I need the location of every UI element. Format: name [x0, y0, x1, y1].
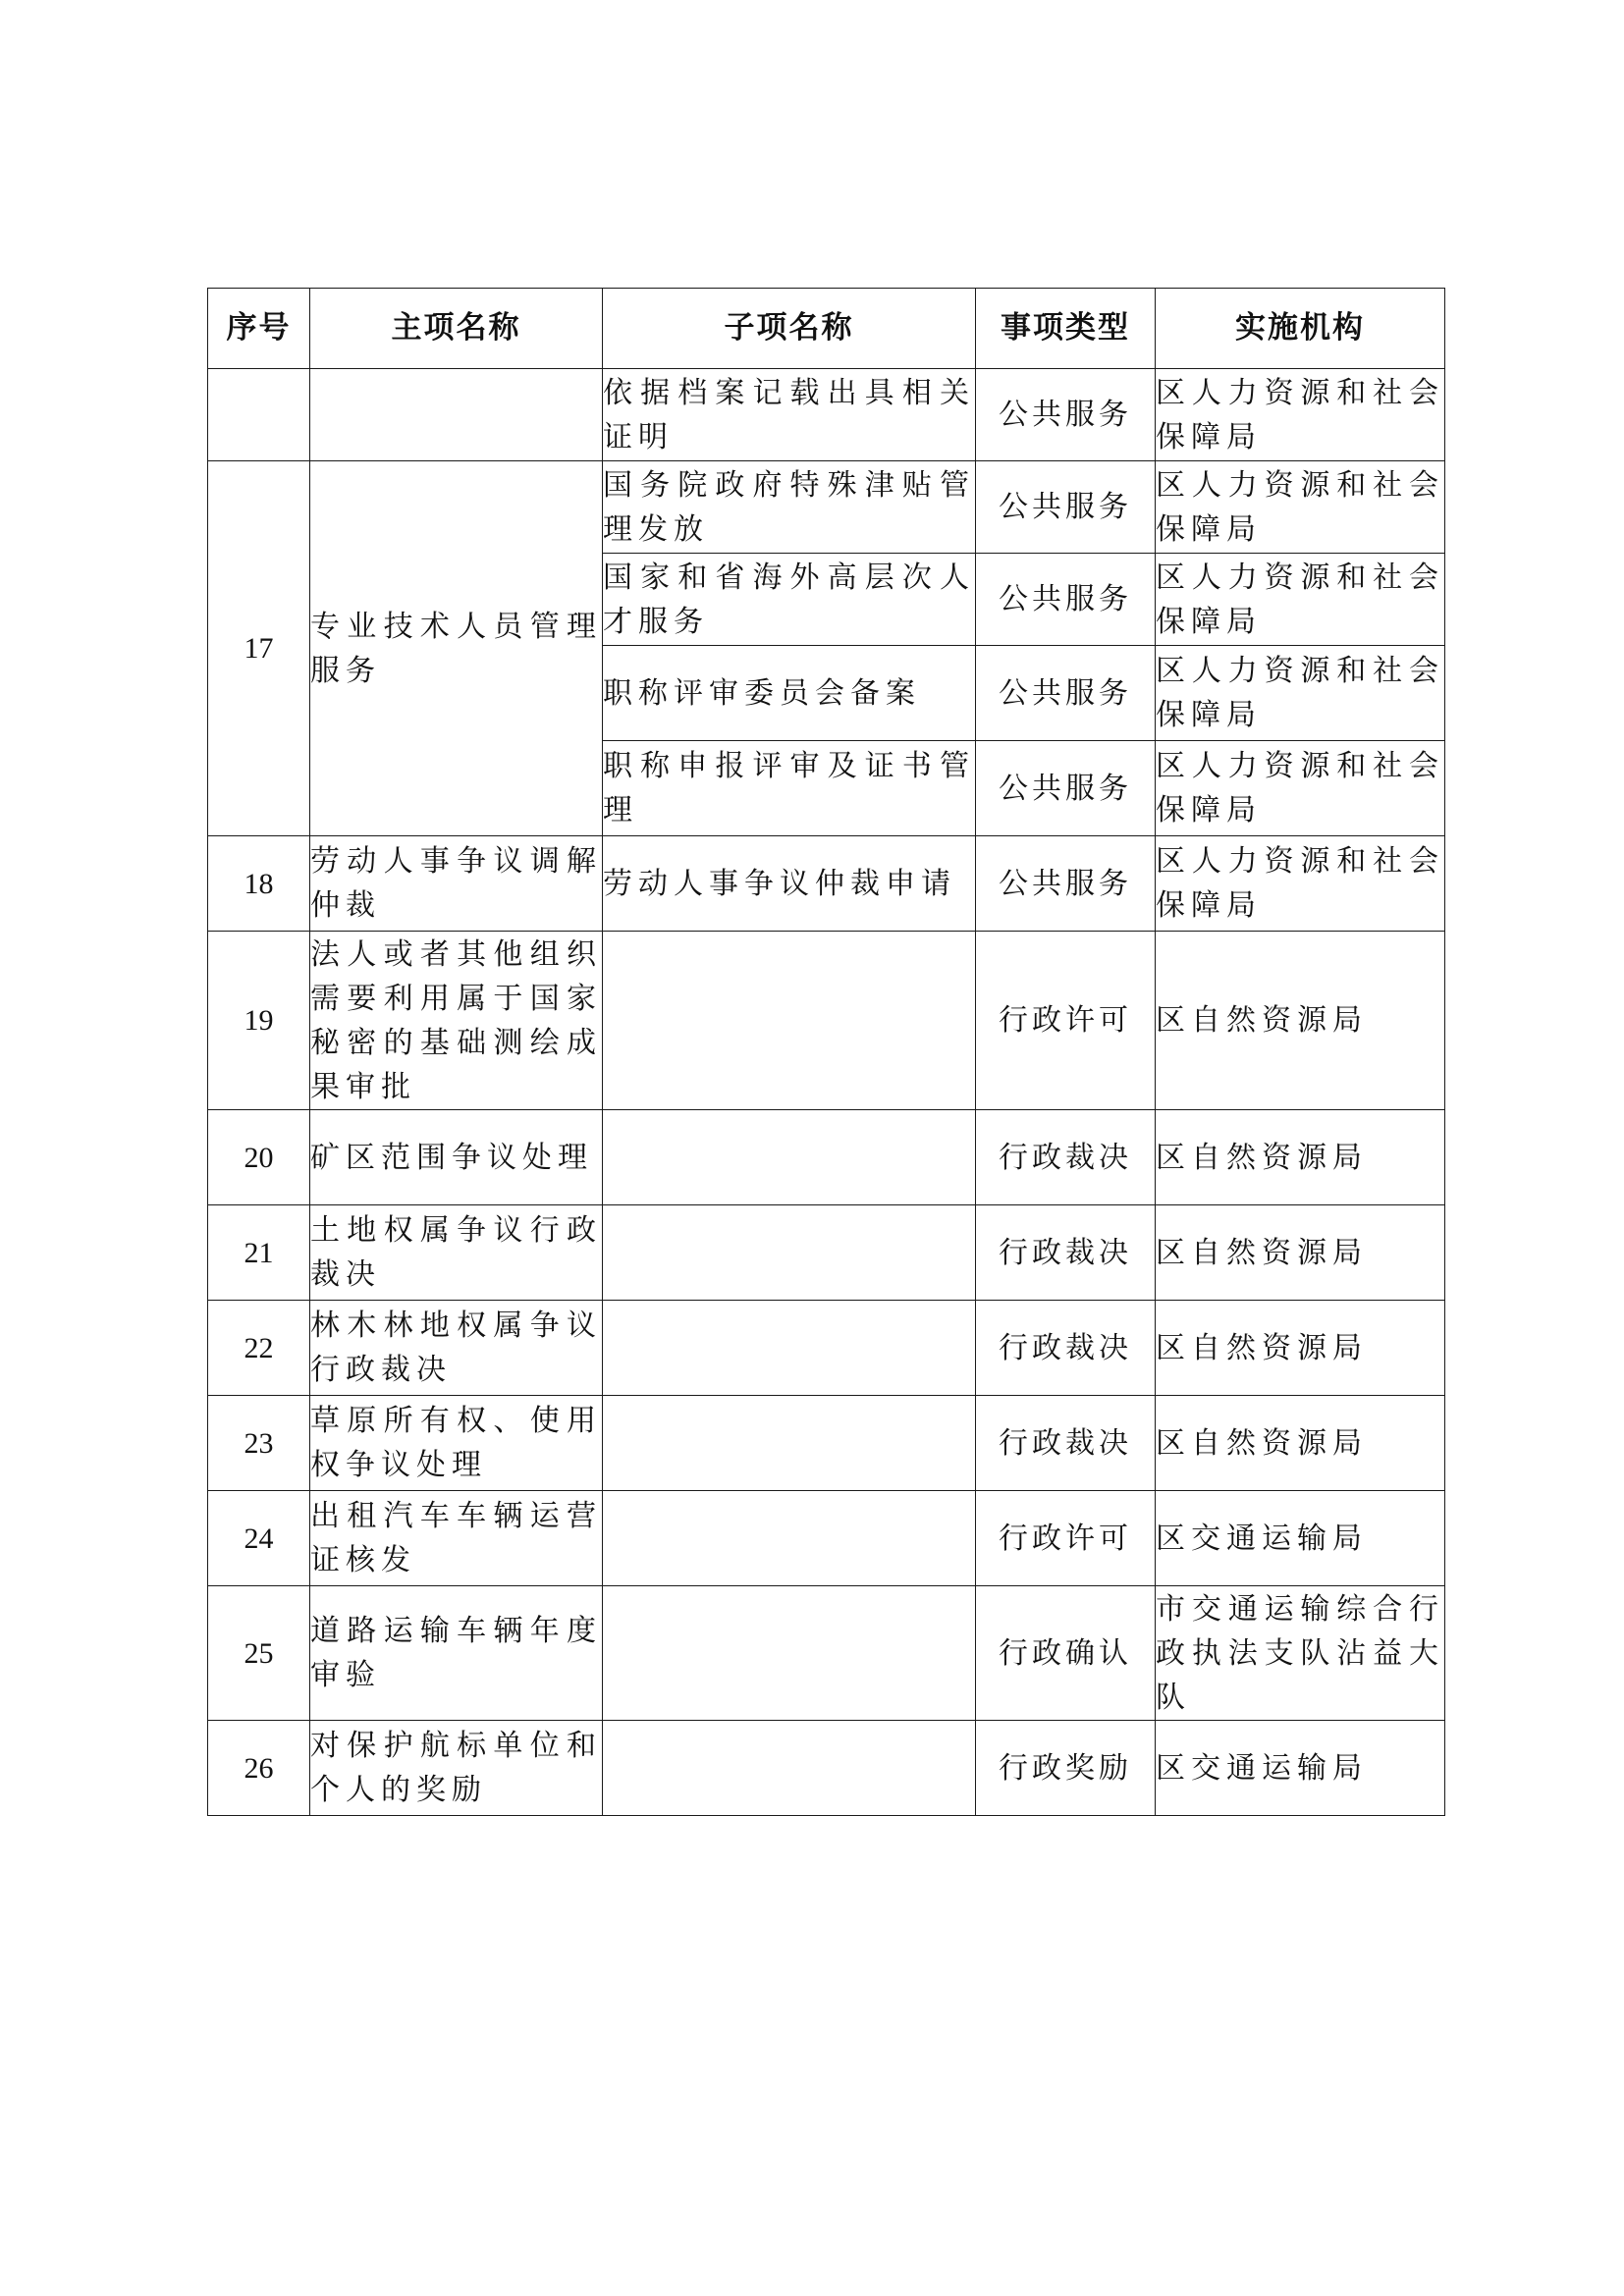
agency-cell: 区交通运输局 — [1156, 1491, 1445, 1586]
sub-item-cell — [603, 1491, 976, 1586]
agency-cell: 市交通运输综合行政执法支队沾益大队 — [1156, 1586, 1445, 1721]
serial-no-cell: 25 — [208, 1586, 310, 1721]
serial-no-cell: 23 — [208, 1396, 310, 1491]
agency-cell: 区人力资源和社会保障局 — [1156, 646, 1445, 741]
agency-cell: 区自然资源局 — [1156, 1205, 1445, 1301]
item-type-cell: 行政确认 — [976, 1586, 1156, 1721]
sub-item-cell — [603, 1396, 976, 1491]
table-row — [208, 461, 1445, 554]
table-row — [208, 1205, 1445, 1301]
table-row — [208, 1396, 1445, 1491]
header-item-type: 事项类型 — [976, 289, 1156, 369]
agency-cell: 区人力资源和社会保障局 — [1156, 554, 1445, 646]
table-row — [208, 1491, 1445, 1586]
agency-cell: 区人力资源和社会保障局 — [1156, 461, 1445, 554]
sub-item-cell — [603, 1586, 976, 1721]
sub-item-cell — [603, 1721, 976, 1816]
service-items-table — [207, 288, 1445, 1816]
main-item-cell: 草原所有权、使用权争议处理 — [310, 1396, 603, 1491]
table-row — [208, 1586, 1445, 1721]
item-type-cell: 行政奖励 — [976, 1721, 1156, 1816]
item-type-cell: 行政许可 — [976, 1491, 1156, 1586]
serial-no-cell: 21 — [208, 1205, 310, 1301]
table-row — [208, 1110, 1445, 1205]
item-type-cell: 行政裁决 — [976, 1301, 1156, 1396]
main-item-cell: 劳动人事争议调解仲裁 — [310, 836, 603, 932]
header-main-item: 主项名称 — [310, 289, 603, 369]
item-type-cell: 行政裁决 — [976, 1110, 1156, 1205]
main-item-cell: 专业技术人员管理服务 — [310, 461, 603, 836]
sub-item-cell — [603, 1110, 976, 1205]
table-row — [208, 932, 1445, 1110]
agency-cell: 区自然资源局 — [1156, 1396, 1445, 1491]
table-row — [208, 836, 1445, 932]
header-serial-no: 序号 — [208, 289, 310, 369]
serial-no-cell — [208, 369, 310, 461]
main-item-cell: 林木林地权属争议行政裁决 — [310, 1301, 603, 1396]
serial-no-cell: 17 — [208, 461, 310, 836]
sub-item-cell: 依据档案记载出具相关证明 — [603, 369, 976, 461]
agency-cell: 区人力资源和社会保障局 — [1156, 369, 1445, 461]
sub-item-cell — [603, 1205, 976, 1301]
table-row — [208, 1721, 1445, 1816]
item-type-cell: 行政裁决 — [976, 1396, 1156, 1491]
header-implementing-agency: 实施机构 — [1156, 289, 1445, 369]
item-type-cell: 公共服务 — [976, 836, 1156, 932]
serial-no-cell: 20 — [208, 1110, 310, 1205]
agency-cell: 区自然资源局 — [1156, 1110, 1445, 1205]
item-type-cell: 行政裁决 — [976, 1205, 1156, 1301]
serial-no-cell: 18 — [208, 836, 310, 932]
sub-item-cell — [603, 1301, 976, 1396]
item-type-cell: 公共服务 — [976, 461, 1156, 554]
header-sub-item: 子项名称 — [603, 289, 976, 369]
main-item-cell: 出租汽车车辆运营证核发 — [310, 1491, 603, 1586]
item-type-cell: 公共服务 — [976, 741, 1156, 836]
item-type-cell: 公共服务 — [976, 369, 1156, 461]
agency-cell: 区自然资源局 — [1156, 932, 1445, 1110]
serial-no-cell: 24 — [208, 1491, 310, 1586]
main-item-cell — [310, 369, 603, 461]
sub-item-cell — [603, 932, 976, 1110]
agency-cell: 区人力资源和社会保障局 — [1156, 741, 1445, 836]
agency-cell: 区交通运输局 — [1156, 1721, 1445, 1816]
sub-item-cell: 国家和省海外高层次人才服务 — [603, 554, 976, 646]
main-item-cell: 道路运输车辆年度审验 — [310, 1586, 603, 1721]
agency-cell: 区人力资源和社会保障局 — [1156, 836, 1445, 932]
agency-cell: 区自然资源局 — [1156, 1301, 1445, 1396]
sub-item-cell: 国务院政府特殊津贴管理发放 — [603, 461, 976, 554]
sub-item-cell: 职称评审委员会备案 — [603, 646, 976, 741]
serial-no-cell: 19 — [208, 932, 310, 1110]
item-type-cell: 公共服务 — [976, 646, 1156, 741]
sub-item-cell: 职称申报评审及证书管理 — [603, 741, 976, 836]
sub-item-cell: 劳动人事争议仲裁申请 — [603, 836, 976, 932]
main-item-cell: 对保护航标单位和个人的奖励 — [310, 1721, 603, 1816]
main-item-cell: 土地权属争议行政裁决 — [310, 1205, 603, 1301]
item-type-cell: 公共服务 — [976, 554, 1156, 646]
item-type-cell: 行政许可 — [976, 932, 1156, 1110]
table-header-row — [208, 289, 1445, 369]
main-item-cell: 矿区范围争议处理 — [310, 1110, 603, 1205]
serial-no-cell: 22 — [208, 1301, 310, 1396]
table-row — [208, 369, 1445, 461]
table-row — [208, 1301, 1445, 1396]
main-item-cell: 法人或者其他组织需要利用属于国家秘密的基础测绘成果审批 — [310, 932, 603, 1110]
serial-no-cell: 26 — [208, 1721, 310, 1816]
